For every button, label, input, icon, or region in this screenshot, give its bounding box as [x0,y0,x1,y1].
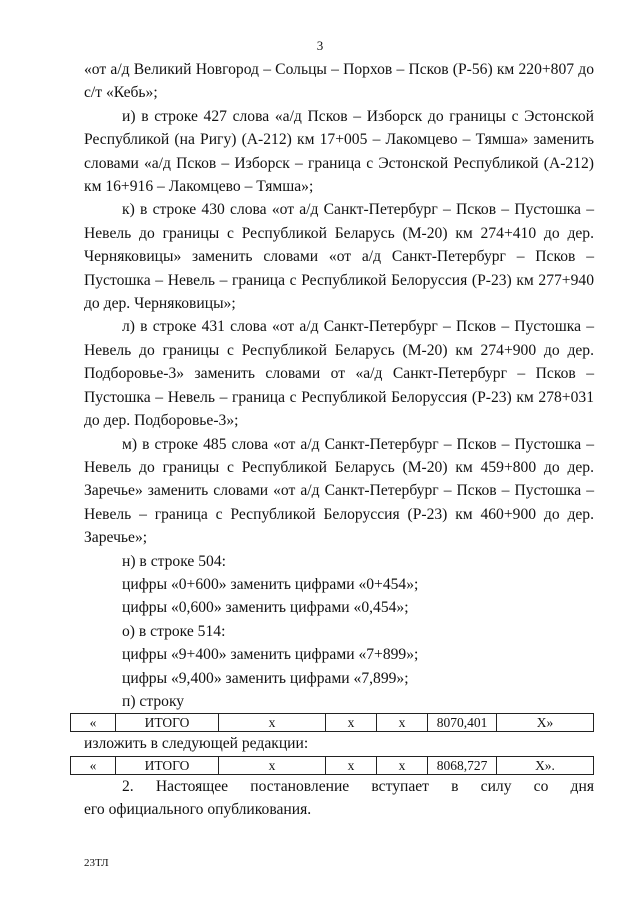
final-clause-line-2: его официального опубликования. [84,801,312,819]
table-cell-total: 8068,727 [428,756,497,774]
table-cell-end: Х» [497,714,594,732]
table-cell: х [326,714,377,732]
table-cell-quote: « [71,714,116,732]
table-old-row [70,713,594,732]
item-o: о) в строке 514: [122,622,226,640]
middle-text: изложить в следующей редакции: [84,735,309,753]
footer-code: 23ТЛ [84,857,109,869]
item-o-change-2: цифры «9,400» заменить цифрами «7,899»; [122,669,409,687]
table-cell: х [326,756,377,774]
table-cell-quote: « [71,756,116,774]
paragraph-i: и) в строке 427 слова «а/д Псков – Изборск до границы с Эстонской Республикой (на Ригу) (А-212) км 17+005 – Лакомцево – Тямша» заменить словами «а/д Псков – Изборск – граница с Эстонской Республикой (А-212) км 16+916 – Лакомцево – Тямша»; [84,107,594,196]
document-body [84,58,594,822]
paragraph-m: м) в строке 485 слова «от а/д Санкт-Петербург – Псков – Пустошка – Невель до границы с Республикой Беларусь (М-20) км 459+800 до дер. Заречье» заменить словами «от а/д Санкт-Петербург – Псков – Пустошка – Невель – граница с Республикой Белоруссия (Р-23) км 460+900 до дер. Заречье»; [84,435,594,547]
item-n-change-1: цифры «0+600» заменить цифрами «0+454»; [122,575,419,593]
paragraph-intro: «от а/д Великий Новгород – Сольцы – Порхов – Псков (Р-56) км 220+807 до с/т «Кебь»; [84,61,594,102]
item-n-change-2: цифры «0,600» заменить цифрами «0,454»; [122,599,409,617]
table-cell-total: 8070,401 [428,714,497,732]
page-number: 3 [316,38,324,53]
paragraph-k: к) в строке 430 слова «от а/д Санкт-Петербург – Псков – Пустошка – Невель до границы с Республикой Беларусь (М-20) км 274+410 до дер. Черняковицы» заменить словами «от а/д Санкт-Петербург – Псков – Пустошка – Невель – граница с Республикой Белоруссия (Р-23) км 277+940 до дер. Черняковицы»; [84,201,594,313]
table-row [71,756,594,774]
table-cell-label: ИТОГО [116,714,219,732]
table-cell: х [377,714,428,732]
item-n: н) в строке 504: [122,552,226,570]
table-cell: х [377,756,428,774]
table-cell-label: ИТОГО [116,756,219,774]
table-row [71,714,594,732]
item-p: п) строку [122,692,185,710]
table-cell: х [219,714,326,732]
paragraph-l: л) в строке 431 слова «от а/д Санкт-Петербург – Псков – Пустошка – Невель до границы с Республикой Беларусь (М-20) км 274+900 до дер. Подборовье-3» заменить словами от «а/д Санкт-Петербург – Псков – Пустошка – Невель – граница с Республикой Белоруссия (Р-23) км 278+031 до дер. Подборовье-3»; [84,318,594,430]
final-clause-line-1: 2. Настоящее постановление вступает в силу со дня [122,777,594,795]
table-cell-end: Х». [497,756,594,774]
table-cell: х [219,756,326,774]
item-o-change-1: цифры «9+400» заменить цифрами «7+899»; [122,646,419,664]
table-new-row [70,756,594,775]
